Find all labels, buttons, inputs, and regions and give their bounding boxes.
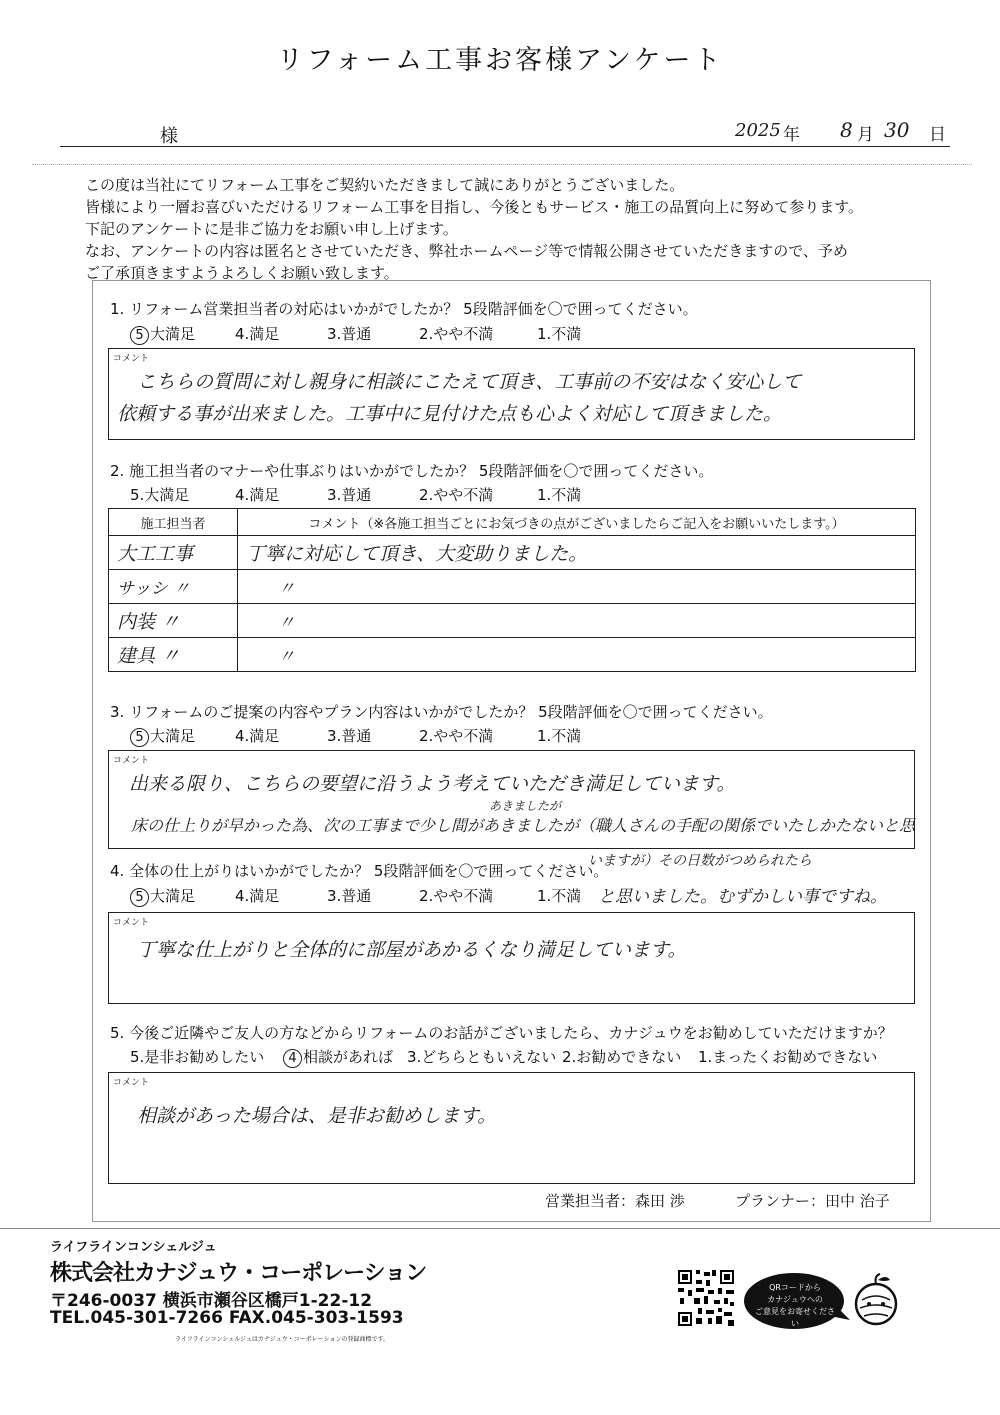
year-label: 年 bbox=[783, 125, 800, 145]
footer-phone: TEL.045-301-7266 FAX.045-303-1593 bbox=[50, 1308, 404, 1328]
table-row bbox=[109, 604, 916, 638]
selected-circle: 4 bbox=[283, 1049, 302, 1068]
q3-comment-continued: と思いました。むずかしい事ですね。 bbox=[598, 887, 887, 907]
speech-bubble-text bbox=[752, 1282, 838, 1330]
intro-line: 下記のアンケートに是非ご協力をお願い申し上げます。 bbox=[85, 220, 458, 238]
q1-option-5[interactable]: 5 大満足 bbox=[130, 323, 235, 345]
planner: プランナー：田中 治子 bbox=[735, 1192, 890, 1210]
q5-option-5[interactable]: 5.是非お勧めしたい bbox=[130, 1048, 265, 1066]
comment-label: コメント bbox=[113, 918, 150, 928]
q4-comment-box bbox=[108, 912, 915, 1004]
selected-circle: 5 bbox=[130, 888, 149, 907]
q3-option-4[interactable]: 4.満足 bbox=[235, 727, 280, 745]
staff-comment: 〃 bbox=[238, 638, 916, 672]
selected-circle: 5 bbox=[130, 728, 149, 747]
q4-option-5[interactable]: 5 大満足 bbox=[130, 885, 235, 907]
q4-option-2[interactable]: 2.やや不満 bbox=[419, 887, 494, 905]
q5-option-4[interactable]: 4 相談があれば bbox=[283, 1046, 407, 1068]
date-month: 8 bbox=[840, 118, 853, 142]
intro-line: この度は当社にてリフォーム工事をご契約いただきまして誠にありがとうございました。 bbox=[85, 176, 685, 194]
footer-company: 株式会社カナジュウ・コーポレーション bbox=[50, 1261, 427, 1286]
q2-title: 2. 施工担当者のマナーや仕事ぶりはいかがでしたか？ 5段階評価を〇で囲ってください。 bbox=[110, 462, 714, 480]
footer-rule bbox=[0, 1228, 1000, 1229]
cut-line bbox=[32, 164, 972, 165]
q5-comment-box bbox=[108, 1072, 915, 1184]
q4-title: 4. 全体の仕上がりはいかがでしたか？ 5段階評価を〇で囲ってください。 bbox=[110, 862, 609, 880]
table-row bbox=[109, 536, 916, 570]
q2-option-4[interactable]: 4.満足 bbox=[235, 486, 280, 504]
comment-label: コメント bbox=[113, 756, 150, 766]
q3-options bbox=[130, 725, 581, 747]
comment-column-header: コメント（※各施工担当ごとにお気づきの点がございましたらご記入をお願いいたします。） bbox=[238, 509, 916, 536]
comment-label: コメント bbox=[113, 354, 150, 364]
intro-line: 皆様により一層お喜びいただけるリフォーム工事を目指し、今後ともサービス・施工の品質向上に努めて参ります。 bbox=[85, 198, 864, 216]
header-rule bbox=[60, 146, 950, 147]
selected-circle: 5 bbox=[130, 326, 149, 345]
qr-code-icon[interactable] bbox=[676, 1268, 736, 1328]
staff-comment: 丁寧に対応して頂き、大変助りました。 bbox=[238, 536, 916, 570]
q1-options bbox=[130, 323, 581, 345]
staff-name: サッシ 〃 bbox=[109, 570, 238, 604]
q1-option-3[interactable]: 3.普通 bbox=[327, 325, 372, 343]
day-label: 日 bbox=[929, 125, 946, 145]
q2-option-3[interactable]: 3.普通 bbox=[327, 486, 372, 504]
intro-text bbox=[85, 174, 863, 284]
staff-name: 内装 〃 bbox=[109, 604, 238, 638]
q1-option-2[interactable]: 2.やや不満 bbox=[419, 325, 494, 343]
table-row bbox=[109, 638, 916, 672]
q3-option-5[interactable]: 5 大満足 bbox=[130, 725, 235, 747]
sales-staff: 営業担当者：森田 渉 bbox=[545, 1192, 685, 1210]
staff-comment: 〃 bbox=[238, 570, 916, 604]
q1-comment-line: 依頼する事が出来ました。工事中に見付けた点も心よく対応して頂きました。 bbox=[117, 403, 783, 425]
bubble-line: QRコードから bbox=[769, 1283, 821, 1292]
table-row bbox=[109, 570, 916, 604]
mascot-icon bbox=[852, 1272, 900, 1328]
q4-options bbox=[130, 885, 597, 907]
q4-comment-line: 丁寧な仕上がりと全体的に部屋があかるくなり満足しています。 bbox=[137, 939, 687, 961]
page-title: リフォーム工事お客様アンケート bbox=[276, 45, 724, 76]
q2-option-2[interactable]: 2.やや不満 bbox=[419, 486, 494, 504]
q3-option-3[interactable]: 3.普通 bbox=[327, 727, 372, 745]
q5-option-2[interactable]: 2.お勧めできない bbox=[562, 1048, 682, 1066]
date-day: 30 bbox=[884, 118, 910, 142]
q5-title: 5. 今後ご近隣やご友人の方などからリフォームのお話がございましたら、カナジュウをお勧めしていただけますか？ bbox=[110, 1024, 893, 1042]
q2-options bbox=[130, 484, 581, 505]
footer-trademark-note: ライフラインコンシェルジュはカナジュウ・コーポレーションの登録商標です。 bbox=[175, 1336, 389, 1343]
bubble-line: ご意見をお寄せください bbox=[755, 1307, 835, 1328]
q1-option-1[interactable]: 1.不満 bbox=[537, 325, 582, 343]
staff-comment: 〃 bbox=[238, 604, 916, 638]
q3-overwrite-note: あきましたが bbox=[489, 799, 562, 813]
staff-column-header: 施工担当者 bbox=[109, 509, 238, 536]
date-year: 2025 bbox=[735, 120, 781, 141]
q4-option-4[interactable]: 4.満足 bbox=[235, 887, 280, 905]
q3-comment-line: 出来る限り、こちらの要望に沿うよう考えていただき満足しています。 bbox=[129, 773, 736, 795]
q5-options bbox=[130, 1046, 877, 1068]
q1-option-4[interactable]: 4.満足 bbox=[235, 325, 280, 343]
q1-comment-line: こちらの質問に対し親身に相談にこたえて頂き、工事前の不安はなく安心して bbox=[137, 371, 802, 393]
q4-option-1[interactable]: 1.不満 bbox=[537, 887, 582, 905]
q3-comment-line: 床の仕上りが早かった為、次の工事まで少し間があきましたが（職人さんの手配の関係でいたしかたないと思 bbox=[131, 816, 916, 835]
q5-comment-line: 相談があった場合は、是非お勧めします。 bbox=[137, 1105, 497, 1127]
month-label: 月 bbox=[857, 125, 874, 145]
staff-name: 大工工事 bbox=[109, 536, 238, 570]
q3-comment-continued: いますが）その日数がつめられたら bbox=[588, 853, 812, 869]
staff-table bbox=[108, 508, 916, 672]
intro-line: ご了承頂きますようよろしくお願い致します。 bbox=[85, 264, 399, 282]
footer-address: 〒246-0037 横浜市瀬谷区橋戸1-22-12 bbox=[50, 1291, 373, 1311]
q2-option-1[interactable]: 1.不満 bbox=[537, 486, 582, 504]
q3-option-2[interactable]: 2.やや不満 bbox=[419, 727, 494, 745]
staff-name: 建具 〃 bbox=[109, 638, 238, 672]
intro-line: なお、アンケートの内容は匿名とさせていただき、弊社ホームページ等で情報公開させていただきますので、予め bbox=[85, 242, 848, 260]
q1-comment-box bbox=[108, 348, 915, 440]
comment-label: コメント bbox=[113, 1078, 150, 1088]
q2-option-5[interactable]: 5.大満足 bbox=[130, 486, 190, 504]
bubble-line: カナジュウへの bbox=[767, 1295, 823, 1304]
footer-brand: ライフラインコンシェルジュ bbox=[50, 1240, 217, 1255]
customer-honorific: 様 bbox=[160, 126, 178, 147]
q3-title: 3. リフォームのご提案の内容やプラン内容はいかがでしたか？ 5段階評価を〇で囲ってください。 bbox=[110, 703, 773, 721]
q3-comment-box bbox=[108, 750, 915, 849]
q1-title: 1. リフォーム営業担当者の対応はいかがでしたか？ 5段階評価を〇で囲ってください。 bbox=[110, 300, 698, 318]
q5-option-1[interactable]: 1.まったくお勧めできない bbox=[698, 1048, 878, 1066]
table-header-row bbox=[109, 509, 916, 536]
q5-option-3[interactable]: 3.どちらともいえない bbox=[407, 1048, 557, 1066]
q4-option-3[interactable]: 3.普通 bbox=[327, 887, 372, 905]
q3-option-1[interactable]: 1.不満 bbox=[537, 727, 582, 745]
